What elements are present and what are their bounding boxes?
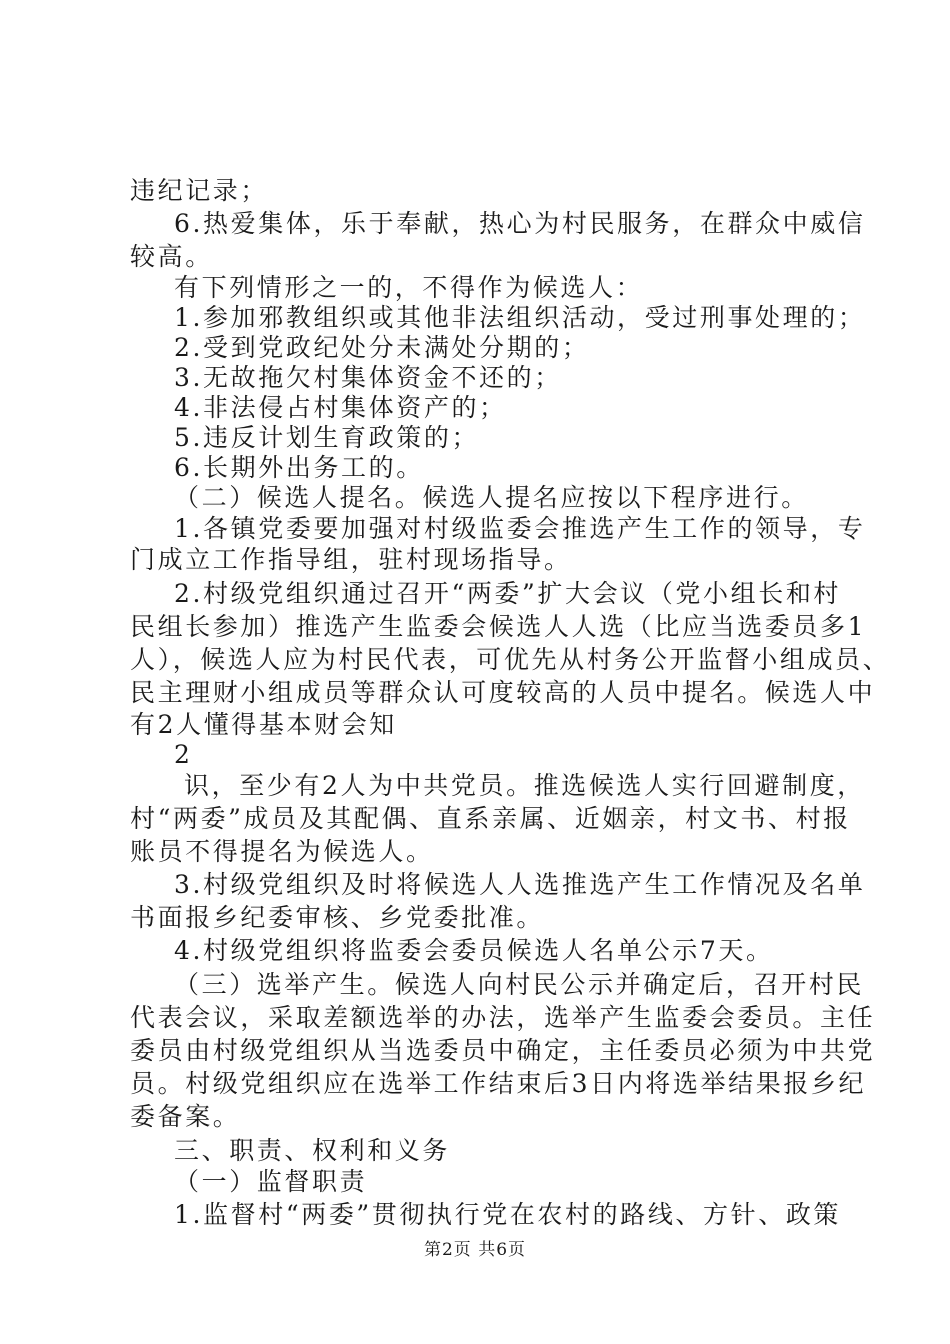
text-line: 4.村级党组织将监委会委员候选人名单公示7天。 bbox=[174, 936, 774, 965]
text-line: 违纪记录； bbox=[130, 176, 269, 205]
text-line: 2.受到党政纪处分未满处分期的； bbox=[174, 333, 590, 362]
text-line: 委备案。 bbox=[130, 1102, 241, 1131]
text-line: 账员不得提名为候选人。 bbox=[130, 837, 434, 866]
page-number-inline: 2 bbox=[174, 740, 193, 769]
text-line: 1.各镇党委要加强对村级监委会推选产生工作的领导，专 bbox=[174, 514, 866, 543]
text-line: 民主理财小组成员等群众认可度较高的人员中提名。候选人中 bbox=[130, 678, 876, 707]
text-line: 人），候选人应为村民代表，可优先从村务公开监督小组成员、 bbox=[130, 645, 891, 674]
section-heading: 三、职责、权利和义务 bbox=[174, 1136, 451, 1165]
page-footer: 第2页 共6页 bbox=[423, 1240, 527, 1260]
text-line: 员。村级党组织应在选举工作结束后3日内将选举结果报乡纪 bbox=[130, 1069, 867, 1098]
subsection-heading: （一）监督职责 bbox=[174, 1167, 368, 1196]
text-line: 6.长期外出务工的。 bbox=[174, 453, 424, 482]
text-line: 代表会议，采取差额选举的办法，选举产生监委会委员。主任 bbox=[130, 1003, 876, 1032]
text-line: 2.村级党组织通过召开“两委”扩大会议（党小组长和村 bbox=[174, 579, 842, 608]
text-line: 民组长参加）推选产生监委会候选人人选（比应当选委员多1 bbox=[130, 612, 867, 641]
text-line: 有2人懂得基本财会知 bbox=[130, 710, 397, 739]
text-line: 6.热爱集体，乐于奉献，热心为村民服务，在群众中威信 bbox=[174, 209, 866, 238]
text-line: 识，至少有2人为中共党员。推选候选人实行回避制度， bbox=[184, 771, 865, 800]
text-line: 委员由村级党组织从当选委员中确定，主任委员必须为中共党 bbox=[130, 1036, 876, 1065]
text-line: 村“两委”成员及其配偶、直系亲属、近姻亲，村文书、村报 bbox=[130, 804, 851, 833]
text-line: 1.监督村“两委”贯彻执行党在农村的路线、方针、政策 bbox=[174, 1200, 842, 1229]
text-line: 有下列情形之一的，不得作为候选人： bbox=[174, 273, 644, 302]
text-line: 3.村级党组织及时将候选人人选推选产生工作情况及名单 bbox=[174, 870, 866, 899]
text-line: 1.参加邪教组织或其他非法组织活动，受过刑事处理的； bbox=[174, 303, 866, 332]
text-line: 较高。 bbox=[130, 242, 213, 271]
text-line: 5.违反计划生育政策的； bbox=[174, 423, 480, 452]
text-line: 3.无故拖欠村集体资金不还的； bbox=[174, 363, 562, 392]
text-line: 4.非法侵占村集体资产的； bbox=[174, 393, 507, 422]
text-line: （二）候选人提名。候选人提名应按以下程序进行。 bbox=[174, 483, 809, 512]
text-line: （三）选举产生。候选人向村民公示并确定后，召开村民 bbox=[174, 970, 865, 999]
text-line: 门成立工作指导组，驻村现场指导。 bbox=[130, 545, 572, 574]
text-line: 书面报乡纪委审核、乡党委批准。 bbox=[130, 903, 545, 932]
